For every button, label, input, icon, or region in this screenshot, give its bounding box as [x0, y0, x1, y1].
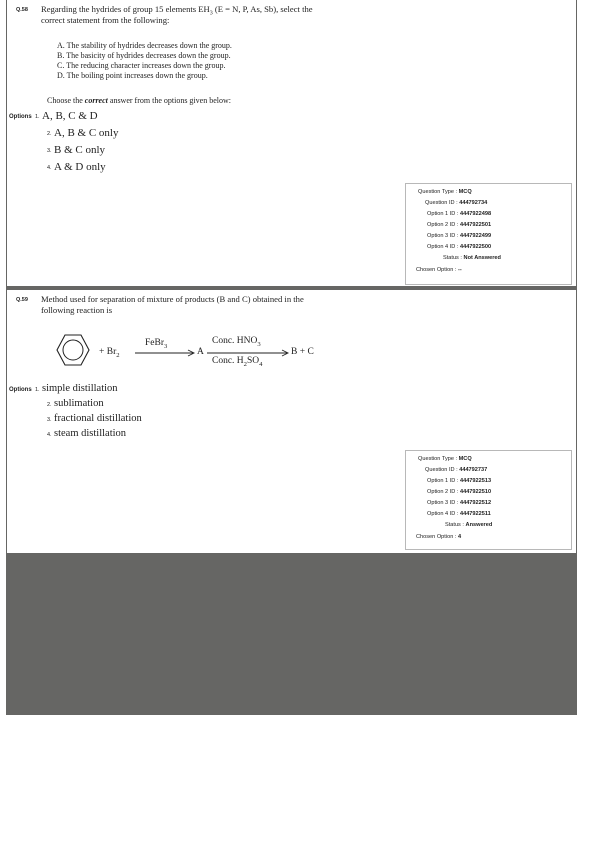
- question-panel-59: [7, 290, 576, 553]
- question-text-line2: following reaction is: [41, 305, 113, 315]
- info-label: Option 2 ID :: [427, 222, 459, 228]
- option-3-text: B & C only: [54, 144, 106, 156]
- info-value: 4: [458, 534, 462, 540]
- products-b-c: B + C: [291, 347, 314, 357]
- info-value: MCQ: [458, 456, 472, 462]
- options-label: Options: [9, 387, 32, 393]
- info-value: 4447922498: [459, 211, 492, 217]
- reagent-text: + Br: [99, 347, 117, 357]
- info-option4-id: [427, 511, 491, 517]
- subscript: 2: [243, 360, 247, 368]
- info-label: Option 4 ID :: [427, 511, 459, 517]
- catalyst-text: FeBr: [145, 338, 164, 348]
- option-4-text: A & D only: [54, 161, 106, 173]
- info-value: 444792737: [459, 467, 488, 473]
- subscript: 4: [259, 360, 263, 368]
- benzene-ring-icon: [49, 330, 99, 370]
- condition-h2so4: [212, 356, 262, 368]
- answer-sheet-page: [6, 0, 577, 715]
- info-label: Option 1 ID :: [427, 211, 459, 217]
- info-value: --: [458, 267, 462, 273]
- reaction-arrow-icon: [135, 349, 197, 357]
- info-option3-id: [427, 500, 491, 506]
- status-badge: Answered: [465, 522, 493, 528]
- option-3-text: fractional distillation: [54, 413, 142, 424]
- option-number: 2.: [47, 131, 52, 137]
- info-status: [445, 522, 492, 528]
- info-question-type: [418, 456, 472, 462]
- intermediate-a: A: [197, 347, 204, 357]
- question-text-line2: correct statement from the following:: [41, 15, 170, 25]
- instruction-part: answer from the options given below:: [107, 96, 231, 105]
- option-number: 1.: [35, 114, 40, 120]
- info-option2-id: [427, 489, 491, 495]
- question-text-part: (E = N, P, As, Sb), select the: [212, 4, 313, 14]
- option-1-text: A, B, C & D: [42, 110, 98, 122]
- instruction-text: [47, 96, 231, 106]
- question-text-line1: Method used for separation of mixture of products (B and C) obtained in the: [41, 294, 304, 304]
- info-value: 4447922511: [459, 511, 491, 517]
- option-number: 2.: [47, 402, 52, 408]
- info-label: Chosen Option :: [416, 267, 457, 273]
- info-option1-id: [427, 211, 491, 217]
- info-chosen-option: [416, 534, 461, 540]
- option-number: 1.: [35, 387, 40, 393]
- info-label: Status :: [445, 522, 464, 528]
- question-info-box: [405, 183, 572, 285]
- info-value: 4447922510: [459, 489, 492, 495]
- subscript: 2: [116, 351, 120, 359]
- option-number: 4.: [47, 165, 52, 171]
- option-2-text: sublimation: [54, 398, 104, 409]
- info-option4-id: [427, 244, 491, 250]
- subscript: 3: [257, 340, 261, 348]
- option-2-text: A, B & C only: [54, 127, 119, 139]
- statement-d: D. The boiling point increases down the group.: [57, 71, 208, 80]
- info-status: [443, 255, 501, 261]
- info-label: Question Type :: [418, 189, 458, 195]
- option-4-text: steam distillation: [54, 428, 127, 439]
- info-value: 4447922512: [459, 500, 492, 506]
- info-label: Question ID :: [425, 200, 458, 206]
- info-value: 4447922499: [459, 233, 492, 239]
- subscript: 3: [209, 10, 213, 17]
- condition-hno3: [212, 336, 261, 348]
- info-chosen-option: [416, 267, 462, 273]
- question-number: Q.58: [16, 7, 28, 13]
- info-label: Question ID :: [425, 467, 458, 473]
- info-label: Status :: [443, 255, 462, 261]
- condition-text: Conc. HNO: [212, 336, 258, 346]
- statement-a: A. The stability of hydrides decreases down the group.: [57, 41, 232, 50]
- reagent-br2: [99, 347, 120, 359]
- info-value: 4447922500: [459, 244, 492, 250]
- info-option1-id: [427, 478, 491, 484]
- info-label: Question Type :: [418, 456, 458, 462]
- info-option2-id: [427, 222, 491, 228]
- info-label: Option 1 ID :: [427, 478, 459, 484]
- info-question-type: [418, 189, 472, 195]
- option-number: 4.: [47, 432, 52, 438]
- statement-b: B. The basicity of hydrides decreases down the group.: [57, 51, 231, 60]
- info-label: Option 4 ID :: [427, 244, 459, 250]
- info-label: Option 3 ID :: [427, 500, 459, 506]
- instruction-part: Choose the: [47, 96, 85, 105]
- options-label: Options: [9, 114, 32, 120]
- status-badge: Not Answered: [463, 255, 501, 261]
- info-value: 4447922501: [459, 222, 492, 228]
- info-value: 4447922513: [459, 478, 492, 484]
- info-question-id: [425, 200, 487, 206]
- info-label: Option 3 ID :: [427, 233, 459, 239]
- info-question-id: [425, 467, 487, 473]
- info-value: 444792734: [459, 200, 488, 206]
- question-panel-58: [7, 0, 576, 286]
- instruction-emphasis: correct: [84, 96, 108, 105]
- condition-text: Conc. H: [212, 356, 244, 366]
- question-info-box: [405, 450, 572, 550]
- condition-text: SO: [247, 356, 260, 366]
- statement-c: C. The reducing character increases down the group.: [57, 61, 226, 70]
- info-value: MCQ: [458, 189, 472, 195]
- question-number: Q.59: [16, 297, 28, 303]
- option-1-text: simple distillation: [42, 383, 118, 394]
- info-option3-id: [427, 233, 491, 239]
- subscript: 3: [164, 342, 168, 350]
- option-number: 3.: [47, 417, 52, 423]
- info-label: Chosen Option :: [416, 534, 457, 540]
- info-label: Option 2 ID :: [427, 489, 459, 495]
- question-text-part: Regarding the hydrides of group 15 elements EH: [41, 4, 210, 14]
- option-number: 3.: [47, 148, 52, 154]
